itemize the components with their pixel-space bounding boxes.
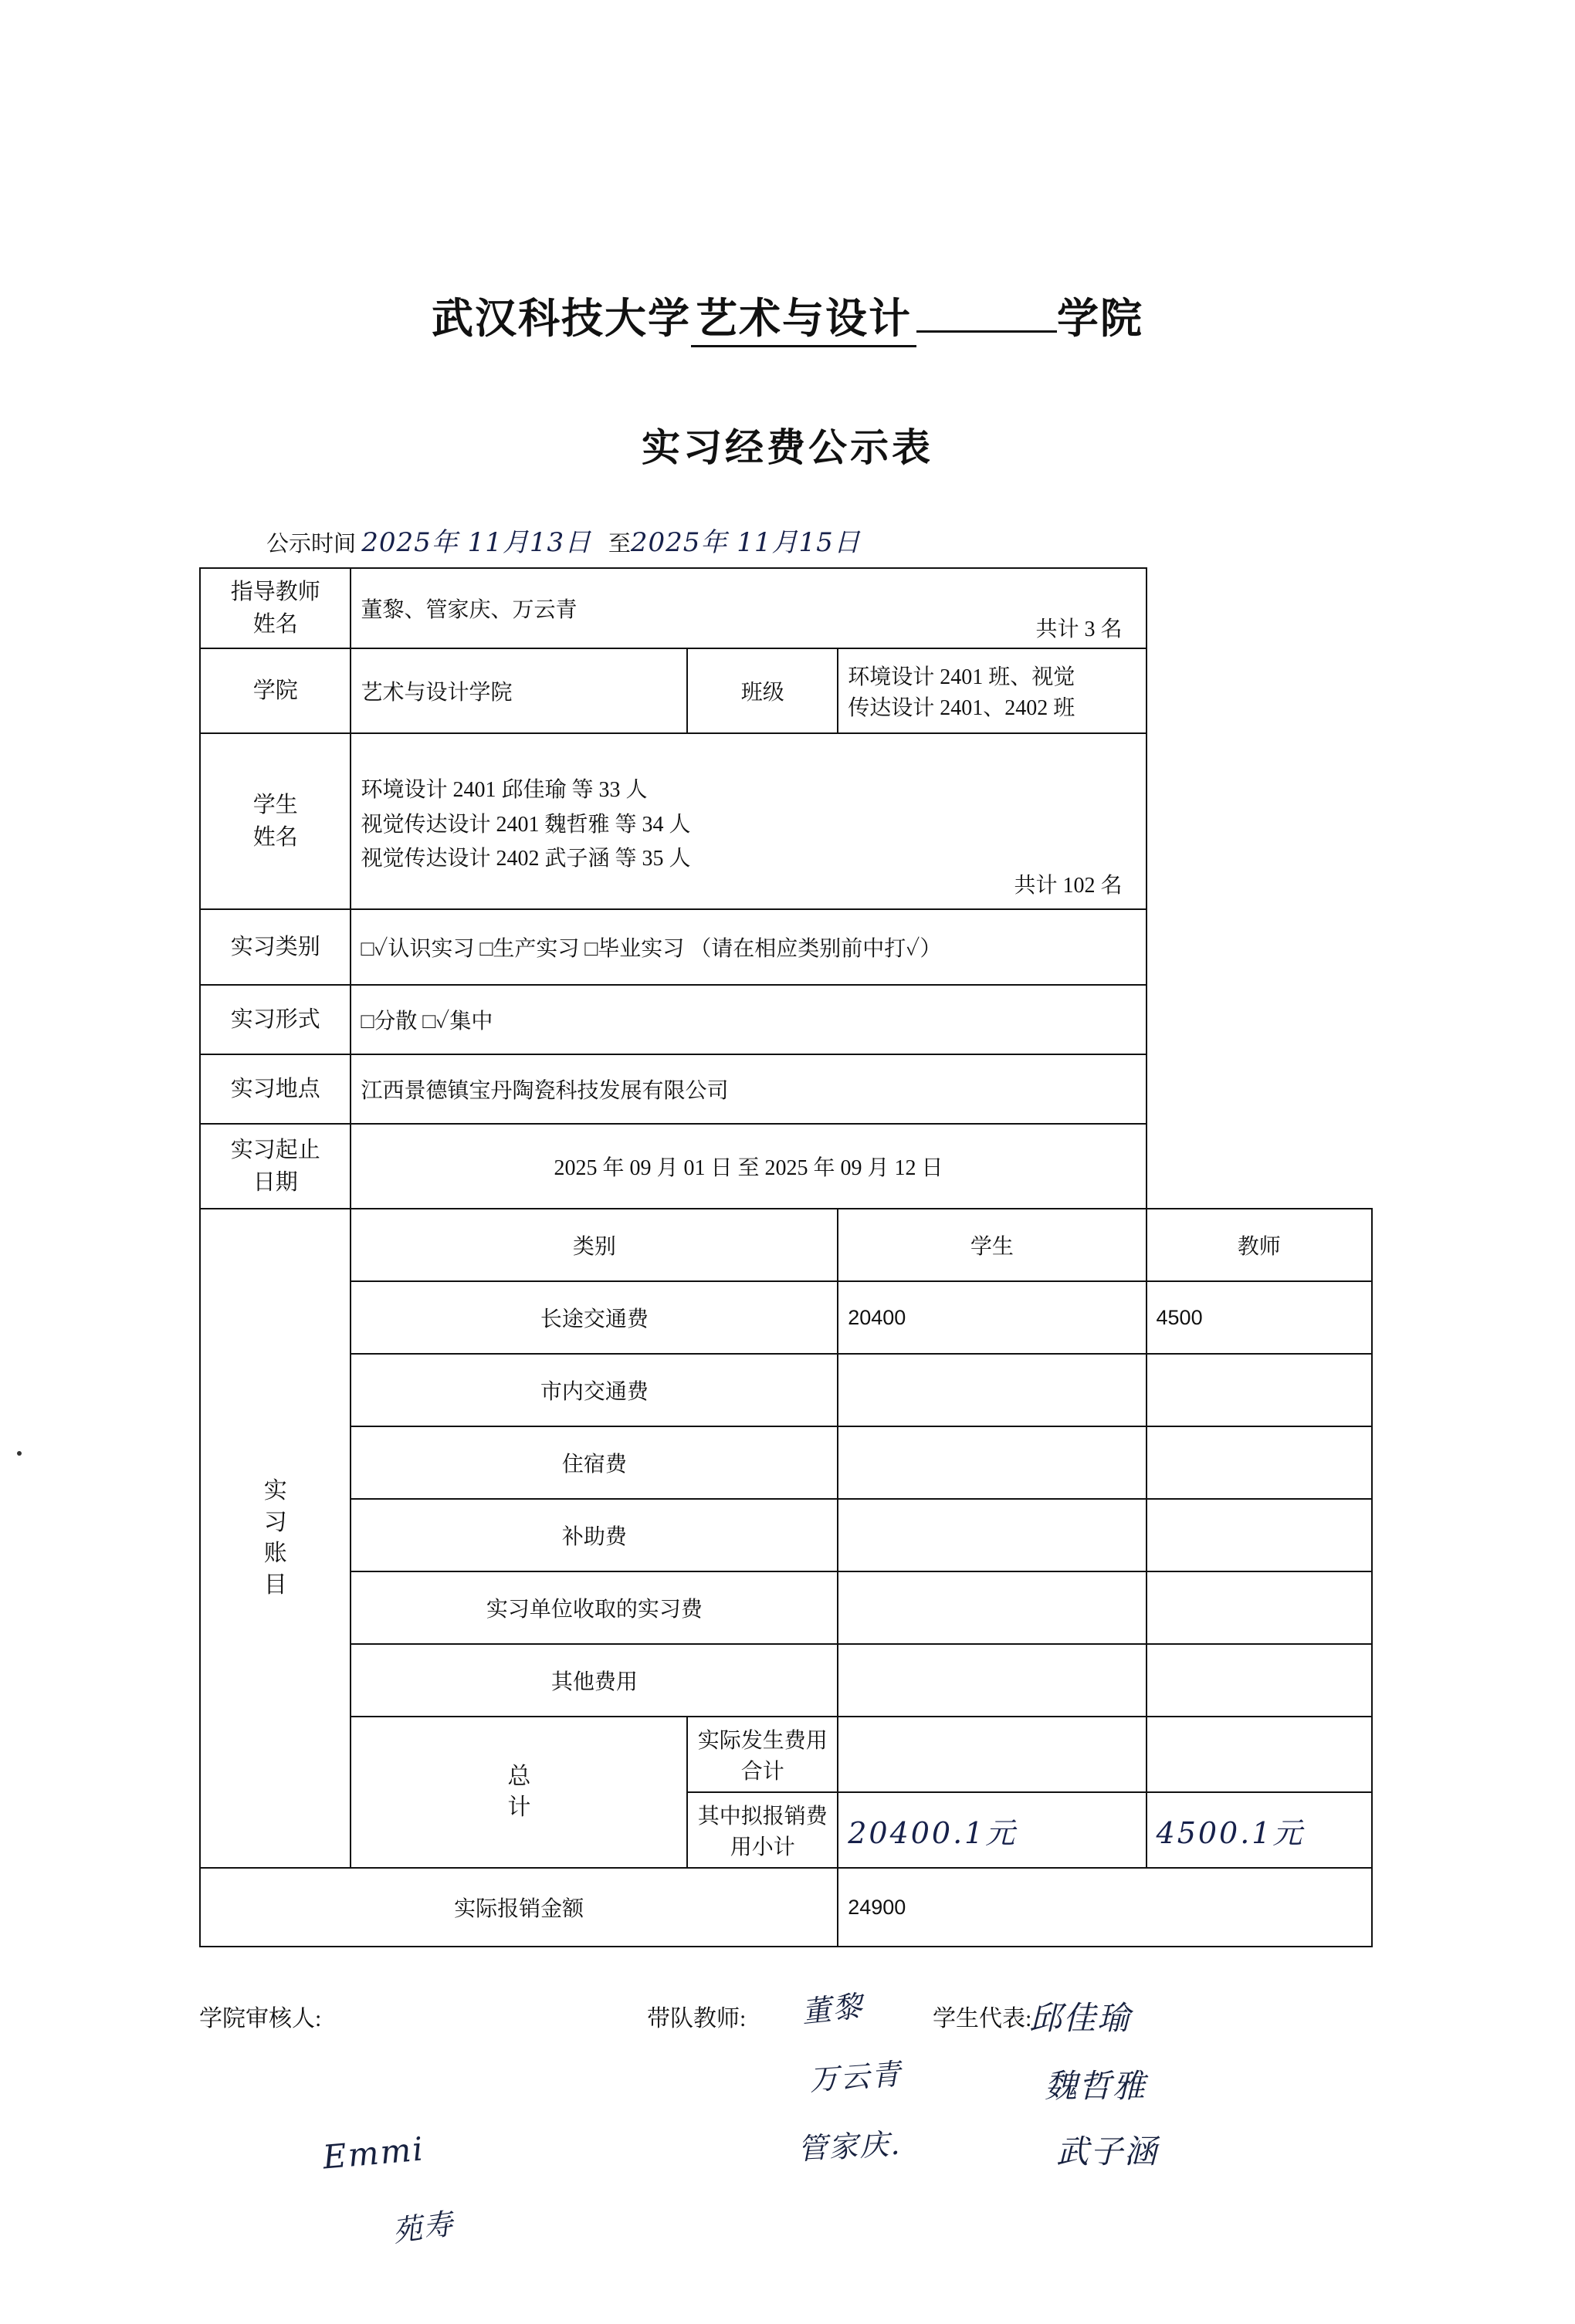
period-value: 2025 年 09 月 01 日 至 2025 年 09 月 12 日 bbox=[351, 1124, 1146, 1209]
form-label: 实习形式 bbox=[200, 985, 351, 1054]
leader-signature-1: 董黎 bbox=[800, 1988, 865, 2030]
page-title bbox=[0, 286, 1575, 347]
column-header-student: 学生 bbox=[838, 1209, 1146, 1281]
account-student-5 bbox=[838, 1644, 1146, 1717]
actual-label: 实际报销金额 bbox=[200, 1868, 838, 1947]
type-value[interactable]: □✓认识实习 □生产实习 □毕业实习 （请在相应类别前中打✓） bbox=[351, 909, 1146, 985]
account-label-char-1: 习 bbox=[263, 1509, 287, 1535]
student-label-line1: 学生 bbox=[252, 792, 298, 817]
university-name: 武汉科技大学 bbox=[432, 296, 691, 342]
table-row-actual bbox=[200, 1868, 1372, 1947]
leader-signature-3: 管家庆. bbox=[797, 2126, 903, 2167]
student-rep-label: 学生代表: bbox=[933, 2006, 1032, 2031]
table-row-students bbox=[200, 733, 1372, 909]
student-signature-1: 邱佳瑜 bbox=[1029, 1999, 1132, 2037]
account-label-char-0: 实 bbox=[263, 1478, 287, 1504]
column-header-category: 类别 bbox=[351, 1209, 838, 1281]
teacher-label-line1: 指导教师 bbox=[230, 579, 320, 604]
place-label: 实习地点 bbox=[200, 1054, 351, 1124]
type-label: 实习类别 bbox=[200, 909, 351, 985]
table-row-account-3 bbox=[200, 1426, 1372, 1499]
expense-form-table bbox=[199, 567, 1373, 1947]
college-blank: 艺术与设计 bbox=[691, 286, 916, 347]
notice-middle: 至 bbox=[608, 532, 631, 556]
student-line-2: 视觉传达设计 2401 魏哲雅 等 34 人 bbox=[361, 812, 691, 837]
account-teacher-0: 4500 bbox=[1147, 1281, 1372, 1354]
student-label bbox=[200, 733, 351, 909]
reviewer-signature-2: 苑寿 bbox=[390, 2206, 457, 2249]
table-row-type bbox=[200, 909, 1372, 985]
leader-signature-2: 万云青 bbox=[808, 2056, 903, 2098]
table-row-account-2 bbox=[200, 1354, 1372, 1426]
teacher-names-cell bbox=[351, 568, 1146, 648]
table-row-account-4 bbox=[200, 1499, 1372, 1571]
teacher-total: 共计 3 名 bbox=[1035, 617, 1123, 641]
table-row-place bbox=[200, 1054, 1372, 1124]
account-category-4: 实习单位收取的实习费 bbox=[351, 1571, 838, 1644]
account-category-0: 长途交通费 bbox=[351, 1281, 838, 1354]
total-teacher-0 bbox=[1147, 1717, 1372, 1792]
table-row-total-1 bbox=[200, 1717, 1372, 1792]
total-teacher-1-hand bbox=[1147, 1792, 1372, 1868]
teacher-names: 董黎、管家庆、万云青 bbox=[361, 598, 578, 622]
account-category-5: 其他费用 bbox=[351, 1644, 838, 1717]
student-signature-3: 武子涵 bbox=[1056, 2133, 1159, 2170]
table-row-college-class bbox=[200, 648, 1372, 733]
account-student-1 bbox=[838, 1354, 1146, 1426]
total-label-line2: 计 bbox=[507, 1795, 531, 1820]
period-label-line1: 实习起止 bbox=[230, 1137, 320, 1162]
hand-amount-student: 20400.1元 bbox=[848, 1815, 1018, 1850]
table-row-form bbox=[200, 985, 1372, 1054]
teacher-label-line2: 姓名 bbox=[252, 612, 298, 637]
account-student-3 bbox=[838, 1499, 1146, 1571]
student-total: 共计 102 名 bbox=[1014, 874, 1123, 898]
class-label: 班级 bbox=[687, 648, 838, 733]
table-row-account-6 bbox=[200, 1644, 1372, 1717]
student-line-3: 视觉传达设计 2402 武子涵 等 35 人 bbox=[361, 847, 691, 871]
reviewer-label: 学院审核人: bbox=[199, 2006, 322, 2031]
hand-amount-teacher: 4500.1元 bbox=[1156, 1815, 1305, 1850]
account-student-2 bbox=[838, 1426, 1146, 1499]
notice-start-date: 2025年 11月13日 bbox=[361, 527, 592, 558]
account-student-0: 20400 bbox=[838, 1281, 1146, 1354]
account-teacher-5 bbox=[1147, 1644, 1372, 1717]
total-student-0 bbox=[838, 1717, 1146, 1792]
account-teacher-3 bbox=[1147, 1499, 1372, 1571]
leader-label: 带队教师: bbox=[647, 2006, 747, 2031]
form-value[interactable]: □分散 □✓集中 bbox=[351, 985, 1146, 1054]
college-label: 学院 bbox=[200, 648, 351, 733]
table-row-account-1 bbox=[200, 1281, 1372, 1354]
page-mark-dot bbox=[17, 1451, 22, 1456]
account-category-2: 住宿费 bbox=[351, 1426, 838, 1499]
notice-period bbox=[266, 521, 861, 559]
table-row-period bbox=[200, 1124, 1372, 1209]
reviewer-signature-1: Emmi bbox=[321, 2129, 426, 2177]
student-names-cell bbox=[351, 733, 1146, 909]
column-header-teacher: 教师 bbox=[1147, 1209, 1372, 1281]
account-label-char-2: 账 bbox=[263, 1541, 287, 1566]
account-teacher-1 bbox=[1147, 1354, 1372, 1426]
teacher-label bbox=[200, 568, 351, 648]
student-signature-2: 魏哲雅 bbox=[1045, 2067, 1147, 2105]
place-value: 江西景德镇宝丹陶瓷科技发展有限公司 bbox=[351, 1054, 1146, 1124]
period-label bbox=[200, 1124, 351, 1209]
class-value-line2: 传达设计 2401、2402 班 bbox=[848, 696, 1075, 720]
table-row-account-header bbox=[200, 1209, 1372, 1281]
class-value-cell bbox=[838, 648, 1146, 733]
student-label-line2: 姓名 bbox=[252, 825, 298, 850]
account-student-4 bbox=[838, 1571, 1146, 1644]
form-title: 实习经费公示表 bbox=[642, 426, 933, 469]
total-category-0: 实际发生费用合计 bbox=[687, 1717, 838, 1792]
table-row-account-5 bbox=[200, 1571, 1372, 1644]
total-vertical-label bbox=[351, 1717, 687, 1868]
total-student-1-hand bbox=[838, 1792, 1146, 1868]
period-label-line2: 日期 bbox=[252, 1170, 298, 1195]
actual-value: 24900 bbox=[838, 1868, 1372, 1947]
account-vertical-label bbox=[200, 1209, 351, 1868]
account-label-char-3: 目 bbox=[263, 1571, 287, 1598]
account-teacher-4 bbox=[1147, 1571, 1372, 1644]
class-value-line1: 环境设计 2401 班、视觉 bbox=[848, 665, 1075, 689]
account-teacher-2 bbox=[1147, 1426, 1372, 1499]
notice-end-date: 2025年 11月15日 bbox=[630, 527, 861, 558]
total-label-line1: 总 bbox=[507, 1763, 531, 1789]
notice-prefix: 公示时间 bbox=[266, 532, 357, 556]
account-category-3: 补助费 bbox=[351, 1499, 838, 1571]
account-category-1: 市内交通费 bbox=[351, 1354, 838, 1426]
college-blank-empty bbox=[916, 330, 1057, 333]
total-category-1: 其中拟报销费用小计 bbox=[687, 1792, 838, 1868]
college-value: 艺术与设计学院 bbox=[351, 648, 687, 733]
table-row-teachers bbox=[200, 568, 1372, 648]
college-suffix: 学院 bbox=[1057, 296, 1143, 342]
student-line-1: 环境设计 2401 邱佳瑜 等 33 人 bbox=[361, 777, 648, 802]
